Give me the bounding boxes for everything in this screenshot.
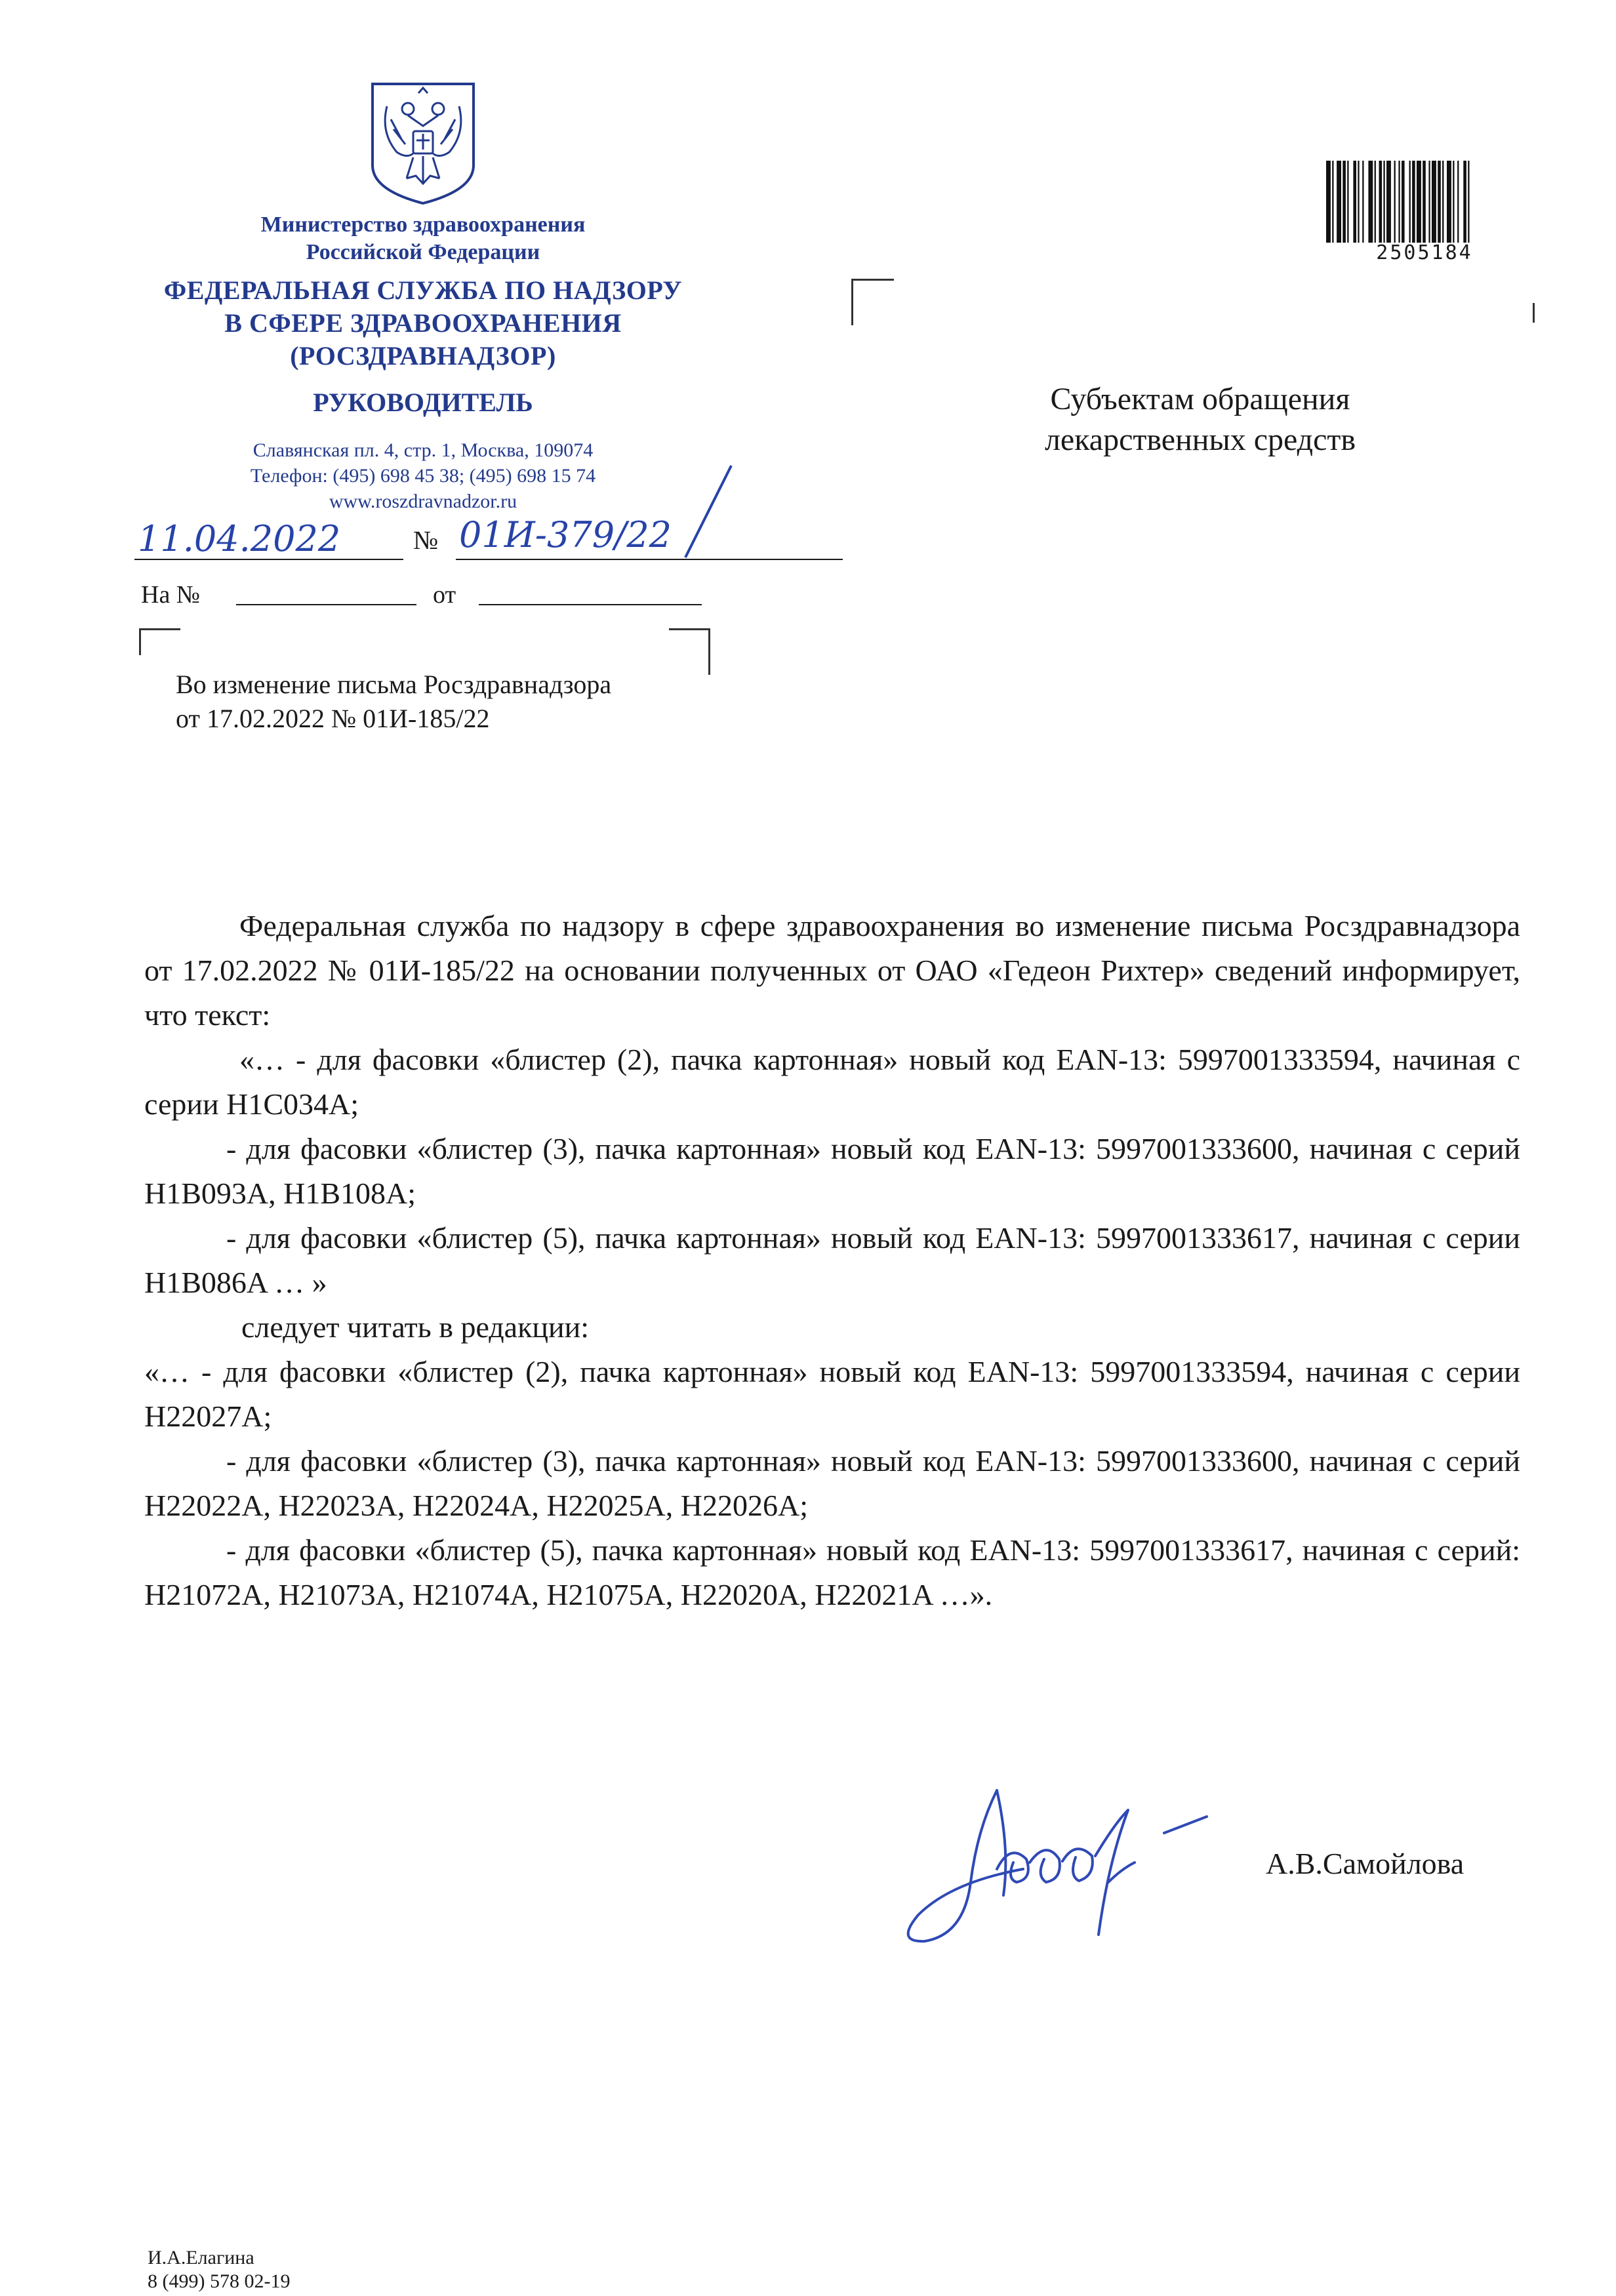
recipient-corner-left [851,279,894,325]
body-paragraph-new-2: - для фасовки «блистер (3), пачка картонная» новый код EAN-13: 5997001333600, начиная с серий H22022A, H22023A, H22024A, H22025A, H22026A; [144,1444,1520,1522]
service-name: ФЕДЕРАЛЬНАЯ СЛУЖБА ПО НАДЗОРУ В СФЕРЕ ЗДРАВООХРАНЕНИЯ (РОСЗДРАВНАДЗОР) [163,275,683,371]
barcode-bar [1432,161,1436,243]
barcode-bar [1379,161,1383,243]
barcode-bar [1468,161,1469,243]
executor-name: И.А.Елагина [148,2247,254,2268]
outgoing-registration [134,514,823,559]
barcode-bar [1347,161,1348,243]
barcode-bar [1417,161,1421,243]
subject-line: Во изменение письма Росздравнадзора от 17.02.2022 № 01И-185/22 [176,670,612,733]
body-paragraph-old-1: «… - для фасовки «блистер (2), пачка картонная» новый код EAN-13: 5997001333594, начиная с серии H1C034A; [144,1043,1520,1121]
outgoing-date: 11.04.2022 [138,518,341,559]
body-paragraph-new-3: - для фасовки «блистер (5), пачка картонная» новый код EAN-13: 5997001333617, начиная с серий: H21072A, H21073A, H21074A, H21075A, H22020A, H22021A …». [144,1533,1520,1611]
barcode-bar [1383,161,1384,243]
incoming-reference [141,580,731,613]
barcode-bar [1375,161,1376,243]
letter-body [144,904,1520,1617]
body-paragraph-old-2: - для фасовки «блистер (3), пачка картонная» новый код EAN-13: 5997001333600, начиная с серий H1B093A, H1B108A; [144,1132,1520,1210]
body-paragraph-old-3: - для фасовки «блистер (5), пачка картонная» новый код EAN-13: 5997001333617, начиная с серии H1B086A … » [144,1221,1520,1299]
barcode [1325,161,1522,243]
barcode-bar [1412,161,1415,243]
barcode-bar [1447,161,1451,243]
body-paragraph-new-1: «… - для фасовки «блистер (2), пачка картонная» новый код EAN-13: 5997001333594, начиная с серии H22027A; [144,1355,1520,1433]
incoming-label: На № [141,581,201,609]
letterhead-address: Славянская пл. 4, стр. 1, Москва, 109074 Телефон: (495) 698 45 38; (495) 698 15 74 www.roszdravnadzor.ru [250,439,596,512]
barcode-bar [1457,161,1459,243]
recipient: Субъектам обращения лекарственных средств [1044,382,1356,457]
body-paragraph-intro: Федеральная служба по надзору в сфере здравоохранения во изменение письма Росздравнадзора от 17.02.2022 № 01И-185/22 на основании полученных от ОАО «Гедеон Рихтер» сведений информирует, что текст: [144,909,1520,1032]
outgoing-number: 01И-379/22 [459,514,672,555]
executor-phone: 8 (499) 578 02-19 [148,2270,291,2292]
recipient-corner-right [1533,303,1535,323]
barcode-bar [1394,161,1396,243]
ministry-name: Министерство здравоохранения Российской Федерации [260,212,586,264]
head-title: РУКОВОДИТЕЛЬ [313,388,533,417]
barcode-bar [1409,161,1411,243]
barcode-bar [1463,161,1466,243]
handwritten-signature [899,1771,1266,1961]
barcode-bar [1438,161,1441,243]
barcode-bar [1353,161,1356,243]
barcode-bar [1343,161,1346,243]
barcode-bar [1386,161,1391,243]
handwritten-slash [679,462,738,561]
executor-info [148,2246,290,2293]
barcode-bar [1368,161,1373,243]
outgoing-number-label: № [413,525,439,555]
barcode-bar [1442,161,1444,243]
barcode-bar [1453,161,1454,243]
barcode-number: 2505184 [1376,241,1473,264]
barcode-bar [1337,161,1341,243]
coat-of-arms-icon [367,80,479,206]
body-paragraph-transition: следует читать в редакции: [241,1310,590,1344]
signer-name: А.В.Самойлова [1266,1847,1465,1880]
incoming-from-label: от [433,581,456,609]
barcode-bar [1332,161,1333,243]
barcode-bar [1428,161,1430,243]
barcode-bar [1326,161,1331,243]
barcode-bar [1402,161,1405,243]
barcode-bar [1423,161,1426,243]
barcode-bar [1398,161,1400,243]
barcode-bar [1358,161,1359,243]
subject-corner-left [139,628,180,655]
barcode-bar [1362,161,1364,243]
